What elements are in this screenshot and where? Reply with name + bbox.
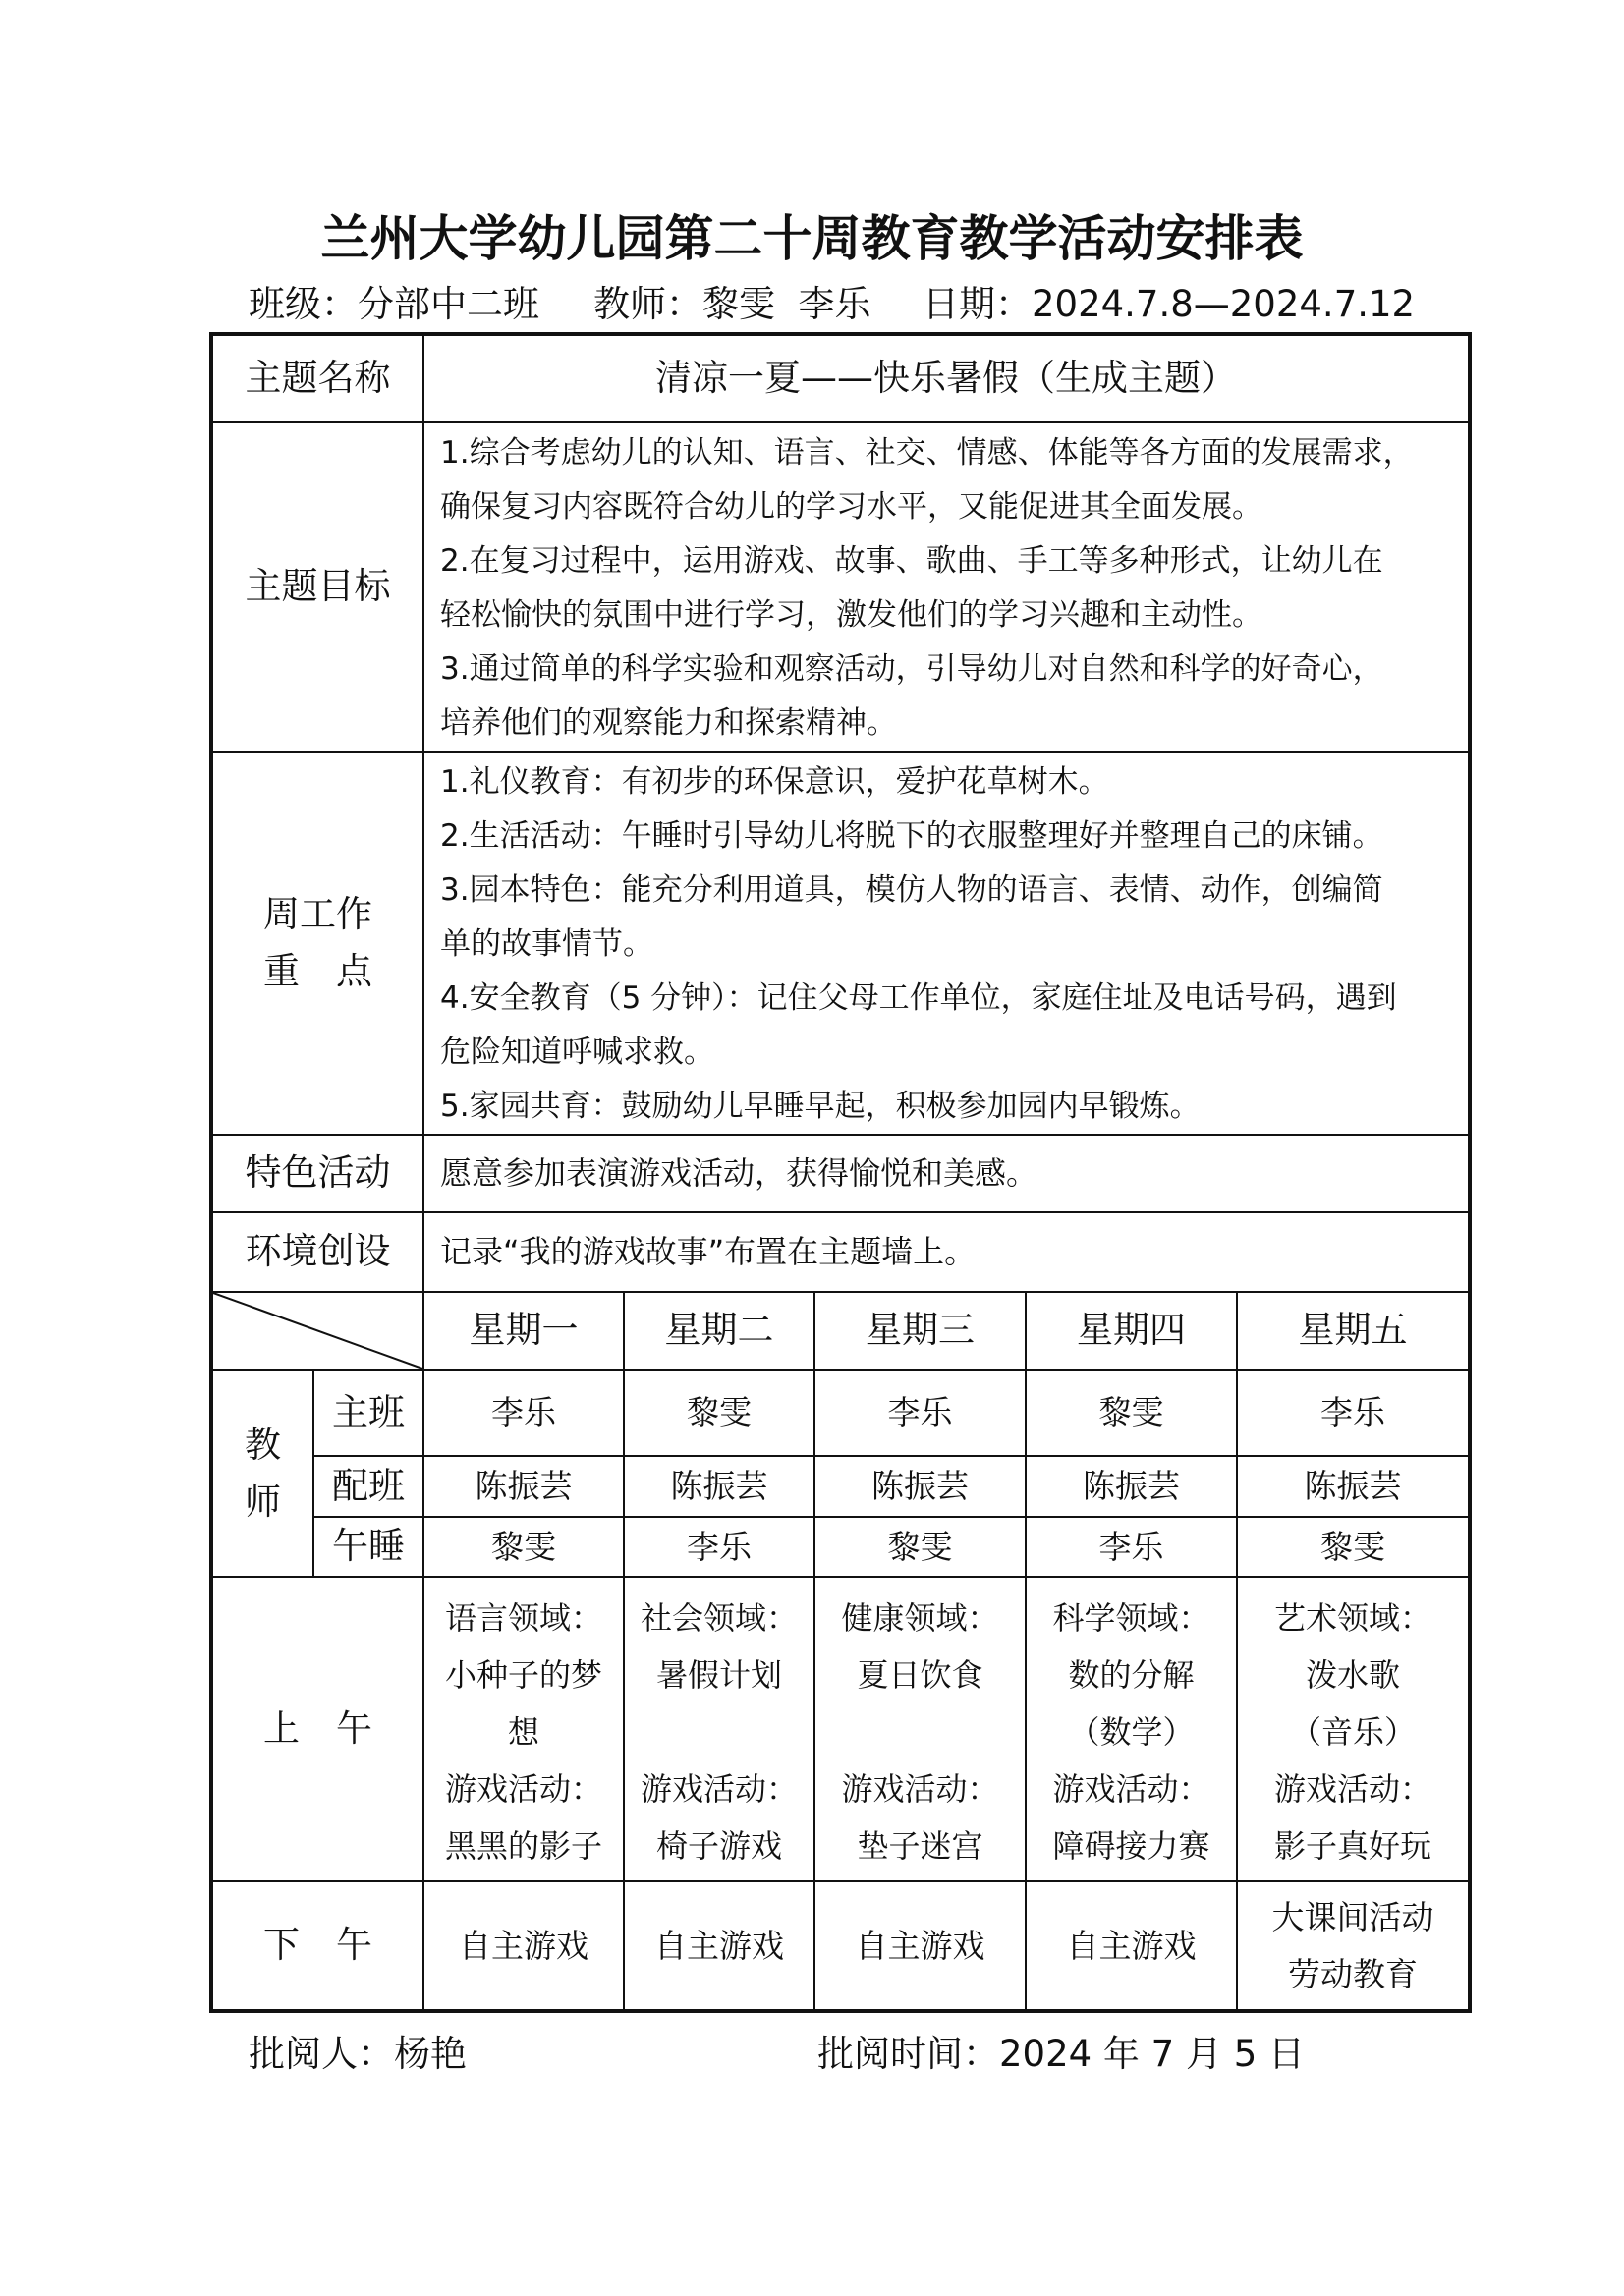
morning-activity-line: （数学） <box>1068 1713 1195 1751</box>
focus-label-line: 重 点 <box>263 950 372 992</box>
environment-label: 环境创设 <box>211 1212 423 1292</box>
afternoon-line: 自主游戏 <box>459 1926 588 1965</box>
teacher-name: 李乐 <box>423 1370 624 1456</box>
morning-activity-line: 数的分解 <box>1068 1656 1195 1694</box>
teachers-info: 教师：黎雯 李乐 <box>593 283 871 325</box>
teacher-name: 李乐 <box>814 1370 1026 1456</box>
morning-activity-line: 想 <box>507 1713 539 1751</box>
focus-line: 3.园本特色：能充分利用道具，模仿人物的语言、表情、动作，创编简 <box>440 872 1383 908</box>
focus-line: 2.生活活动：午睡时引导幼儿将脱下的衣服整理好并整理自己的床铺。 <box>440 818 1383 854</box>
afternoon-line: 劳动教育 <box>1288 1954 1418 1993</box>
role-row-lead <box>211 1370 1470 1456</box>
afternoon-cell <box>1026 1881 1237 2011</box>
goals-line: 2.在复习过程中，运用游戏、故事、歌曲、手工等多种形式，让幼儿在 <box>440 543 1383 579</box>
page-title: 兰州大学幼儿园第二十周教育教学活动安排表 <box>320 210 1304 267</box>
focus-line: 单的故事情节。 <box>440 926 653 962</box>
morning-cell <box>1237 1577 1470 1881</box>
afternoon-line: 自主游戏 <box>1066 1926 1197 1965</box>
morning-activity <box>815 1647 1025 1761</box>
focus-line: 5.家园共育：鼓励幼儿早睡早起，积极参加园内早锻炼。 <box>440 1089 1201 1124</box>
goals-line: 确保复习内容既符合幼儿的学习水平，又能促进其全面发展。 <box>440 489 1262 525</box>
focus-label-line: 周工作 <box>263 893 372 935</box>
morning-cell <box>814 1577 1026 1881</box>
morning-game: 障碍接力赛 <box>1052 1827 1210 1865</box>
goals-line: 培养他们的观察能力和探索精神。 <box>440 705 897 741</box>
morning-activity-line: （音乐） <box>1289 1713 1416 1751</box>
weekday-header: 星期二 <box>624 1292 814 1370</box>
role-label: 配班 <box>313 1456 423 1517</box>
morning-game-label: 游戏活动： <box>841 1770 999 1808</box>
afternoon-cell <box>1237 1881 1470 2011</box>
goals-line: 3.通过简单的科学实验和观察活动，引导幼儿对自然和科学的好奇心， <box>440 651 1383 687</box>
morning-domain: 语言领域： <box>444 1599 602 1637</box>
feature-value: 愿意参加表演游戏活动，获得愉悦和美感。 <box>423 1135 1470 1212</box>
afternoon-line: 自主游戏 <box>855 1926 985 1965</box>
theme-row <box>211 334 1470 422</box>
goals-line: 轻松愉快的氛围中进行学习，激发他们的学习兴趣和主动性。 <box>440 597 1262 633</box>
morning-game: 垫子迷宫 <box>857 1827 983 1865</box>
morning-activity-line: 泼水歌 <box>1305 1656 1400 1694</box>
morning-activity-line <box>815 1704 1025 1761</box>
afternoon-line: 大课间活动 <box>1271 1897 1434 1936</box>
goals-line: 1.综合考虑幼儿的认知、语言、社交、情感、体能等各方面的发展需求， <box>440 435 1414 471</box>
afternoon-row <box>211 1881 1470 2011</box>
afternoon-line: 自主游戏 <box>654 1926 784 1965</box>
teacher-name: 陈振芸 <box>423 1456 624 1517</box>
morning-game-label: 游戏活动： <box>1052 1770 1210 1808</box>
morning-game: 黑黑的影子 <box>444 1827 602 1865</box>
morning-cell <box>624 1577 814 1881</box>
goals-content <box>423 422 1470 752</box>
schedule-table <box>209 332 1472 2013</box>
teacher-name: 黎雯 <box>624 1370 814 1456</box>
teacher-group-label <box>211 1370 313 1577</box>
focus-content <box>423 752 1470 1135</box>
goals-label: 主题目标 <box>211 422 423 752</box>
morning-domain: 社会领域： <box>640 1599 798 1637</box>
role-label: 主班 <box>313 1370 423 1456</box>
review-time: 批阅时间：2024 年 7 月 5 日 <box>817 2033 1306 2075</box>
afternoon-cell <box>624 1881 814 2011</box>
feature-label: 特色活动 <box>211 1135 423 1212</box>
morning-activity <box>1027 1647 1236 1761</box>
weekday-header-row <box>211 1292 1470 1370</box>
role-row-nap <box>211 1517 1470 1577</box>
environment-row <box>211 1212 1470 1292</box>
afternoon-label: 下 午 <box>211 1881 423 2011</box>
morning-activity <box>625 1647 813 1761</box>
focus-row <box>211 752 1470 1135</box>
morning-activity <box>424 1647 623 1761</box>
weekday-header: 星期四 <box>1026 1292 1237 1370</box>
morning-row <box>211 1577 1470 1881</box>
environment-value: 记录“我的游戏故事”布置在主题墙上。 <box>423 1212 1470 1292</box>
morning-activity-line: 小种子的梦 <box>444 1656 602 1694</box>
morning-cell <box>1026 1577 1237 1881</box>
focus-line: 4.安全教育（5 分钟）：记住父母工作单位，家庭住址及电话号码，遇到 <box>440 980 1397 1016</box>
morning-activity <box>1238 1647 1468 1761</box>
teacher-name: 黎雯 <box>423 1517 624 1577</box>
morning-game: 椅子游戏 <box>655 1827 782 1865</box>
teacher-name: 黎雯 <box>814 1517 1026 1577</box>
morning-activity-line: 夏日饮食 <box>857 1656 983 1694</box>
role-label: 午睡 <box>313 1517 423 1577</box>
afternoon-cell <box>423 1881 624 2011</box>
reviewer: 批阅人：杨艳 <box>249 2033 467 2075</box>
corner-header-cell <box>211 1292 423 1370</box>
theme-label: 主题名称 <box>211 334 423 422</box>
teacher-name: 李乐 <box>1237 1370 1470 1456</box>
teacher-name: 李乐 <box>624 1517 814 1577</box>
weekday-header: 星期一 <box>423 1292 624 1370</box>
morning-label: 上 午 <box>211 1577 423 1881</box>
class-info: 班级：分部中二班 <box>249 283 539 325</box>
morning-game: 影子真好玩 <box>1273 1827 1431 1865</box>
teacher-name: 陈振芸 <box>1237 1456 1470 1517</box>
role-row-assistant <box>211 1456 1470 1517</box>
teacher-name: 黎雯 <box>1026 1370 1237 1456</box>
teacher-name: 黎雯 <box>1237 1517 1470 1577</box>
focus-line: 危险知道呼喊求救。 <box>440 1035 714 1070</box>
morning-domain: 健康领域： <box>841 1599 999 1637</box>
date-info: 日期：2024.7.8—2024.7.12 <box>923 283 1416 325</box>
morning-activity-line <box>625 1704 813 1761</box>
teacher-group-text: 教师 <box>245 1423 281 1523</box>
focus-label <box>211 752 423 1135</box>
morning-activity-line: 暑假计划 <box>655 1656 782 1694</box>
feature-row <box>211 1135 1470 1212</box>
weekday-header: 星期三 <box>814 1292 1026 1370</box>
teacher-name: 李乐 <box>1026 1517 1237 1577</box>
focus-line: 1.礼仪教育：有初步的环保意识，爱护花草树木。 <box>440 764 1109 800</box>
teacher-name: 陈振芸 <box>1026 1456 1237 1517</box>
morning-domain: 科学领域： <box>1052 1599 1210 1637</box>
goals-row <box>211 422 1470 752</box>
theme-value: 清凉一夏——快乐暑假（生成主题） <box>423 334 1470 422</box>
morning-game-label: 游戏活动： <box>444 1770 602 1808</box>
morning-game-label: 游戏活动： <box>640 1770 798 1808</box>
morning-domain: 艺术领域： <box>1273 1599 1431 1637</box>
weekday-header: 星期五 <box>1237 1292 1470 1370</box>
morning-game-label: 游戏活动： <box>1273 1770 1431 1808</box>
teacher-name: 陈振芸 <box>624 1456 814 1517</box>
teacher-name: 陈振芸 <box>814 1456 1026 1517</box>
afternoon-cell <box>814 1881 1026 2011</box>
diagonal-divider <box>213 1293 422 1369</box>
morning-cell <box>423 1577 624 1881</box>
